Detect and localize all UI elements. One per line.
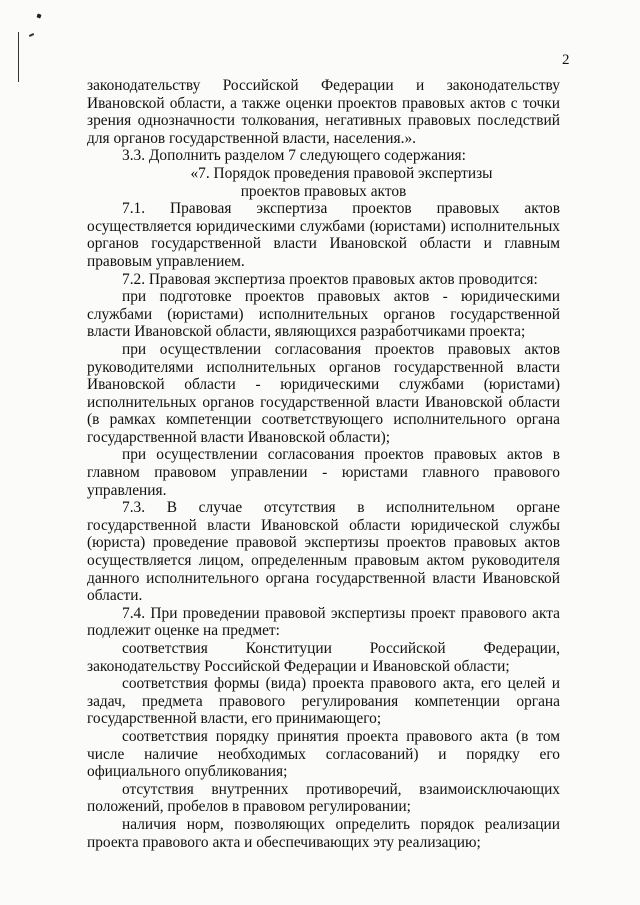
section-heading: «7. Порядок проведения правовой экспертизы bbox=[190, 164, 493, 182]
scan-mark bbox=[29, 33, 34, 37]
section-heading: проектов правовых актов bbox=[240, 182, 407, 200]
document-body bbox=[87, 77, 560, 851]
paragraph: при осуществлении согласования проектов правовых актов руководителями исполнительных органов государственной власти Ивановской области - юридическими службами (юристами) исполнительных органов государственной власти Ивановской области (в рамках компетенции соответствующего исполнительного органа государственной власти Ивановской области); bbox=[87, 340, 560, 446]
paragraph: 3.3. Дополнить разделом 7 следующего содержания: bbox=[122, 147, 466, 165]
paragraph: при подготовке проектов правовых актов - юридическими службами (юристами) исполнительных органов государственной власти Ивановской области, являющихся разработчиками проекта; bbox=[87, 288, 560, 341]
paragraph: соответствия формы (вида) проекта правового акта, его целей и задач, предмета правового регулирования компетенции органа государственной власти, его принимающего; bbox=[87, 675, 560, 728]
paragraph: 7.4. При проведении правовой экспертизы проект правового акта подлежит оценке на предмет: bbox=[87, 604, 560, 640]
paragraph: законодательству Российской Федерации и законодательству Ивановской области, а также оценки проектов правовых актов с точки зрения однозначности толкования, негативных правовых последствий для органов государственной власти, населения.». bbox=[87, 77, 560, 147]
paragraph: 7.1. Правовая экспертиза проектов правовых актов осуществляется юридическими службами (юристами) исполнительных органов государственной власти Ивановской области и главным правовым управлением. bbox=[87, 200, 560, 270]
paragraph: 7.3. В случае отсутствия в исполнительном органе государственной власти Ивановской области юридической службы (юриста) проведение правовой экспертизы проектов правовых актов осуществляется лицом, определенным правовым актом руководителя данного исполнительного органа государственной власти Ивановской области. bbox=[87, 499, 560, 605]
paragraph: соответствия Конституции Российской Федерации, законодательству Российской Федерации и Ивановской области; bbox=[87, 640, 560, 675]
paragraph: наличия норм, позволяющих определить порядок реализации проекта правового акта и обеспечивающих эту реализацию; bbox=[87, 815, 560, 851]
paragraph: 7.2. Правовая экспертиза проектов правовых актов проводится: bbox=[122, 270, 538, 288]
scan-mark bbox=[36, 13, 41, 18]
paragraph: соответствия порядку принятия проекта правового акта (в том числе наличие необходимых согласований) и порядку его официального опубликования; bbox=[87, 727, 560, 781]
paragraph: при осуществлении согласования проектов правовых актов в главном правовом управлении - юристами главного правового управления. bbox=[87, 446, 560, 499]
paragraph: отсутствия внутренних противоречий, взаимоисключающих положений, пробелов в правовом регулировании; bbox=[87, 780, 560, 816]
page-number: 2 bbox=[562, 52, 570, 68]
scan-margin-line bbox=[18, 32, 19, 82]
